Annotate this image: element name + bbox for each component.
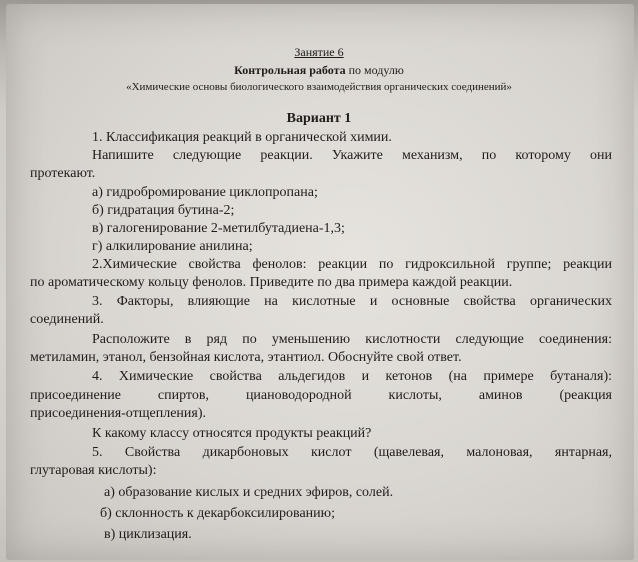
task-3-instruction: Расположите в ряд по уменьшению кислотности следующие соединения: [92, 332, 612, 347]
task-3-heading-end: соединений. [30, 312, 104, 327]
task-5-item-a: а) образование кислых и средних эфиров, солей. [104, 485, 394, 500]
variant-heading: Вариант 1 [286, 111, 352, 126]
task-5-item-b: б) склонность к декарбоксилированию; [100, 506, 336, 521]
task-1-item-c: в) галогенирование 2-метилбутадиена-1,3; [92, 221, 345, 236]
task-3-instruction-end: метиламин, этанол, бензойная кислота, этантиол. Обоснуйте свой ответ. [30, 350, 462, 365]
task-1-heading: 1. Классификация реакций в органической химии. [92, 130, 392, 145]
task-4-heading-end: присоединения-отщепления). [30, 406, 207, 421]
task-1-item-b: б) гидратация бутина-2; [92, 203, 235, 218]
task-2-heading: 2.Химические свойства фенолов: реакции по гидроксильной группе; реакции [92, 257, 612, 272]
task-5-heading: 5. Свойства дикарбоновых кислот (щавелевая, малоновая, янтарная, [92, 445, 612, 460]
lesson-title: Занятие 6 [294, 45, 344, 59]
task-4-heading-cont: присоединение спиртов, циановодородной кислоты, аминов (реакция [30, 388, 612, 403]
work-title-rest: по модулю [345, 63, 404, 77]
module-title: «Химические основы биологического взаимодействия органических соединений» [126, 81, 512, 93]
task-2-heading-end: по ароматическому кольцу фенолов. Приведите по два примера каждой реакции. [30, 275, 513, 290]
work-title [0, 62, 638, 78]
task-3-heading: 3. Факторы, влияющие на кислотные и основные свойства органических [92, 294, 612, 309]
task-5-item-c: в) циклизация. [104, 527, 192, 542]
task-1-item-d: г) алкилирование анилина; [92, 239, 253, 254]
task-4-question: К какому классу относятся продукты реакций? [92, 426, 372, 441]
work-title-bold: Контрольная работа [234, 63, 346, 77]
task-4-heading: 4. Химические свойства альдегидов и кетонов (на примере бутаналя): [92, 369, 612, 384]
task-5-heading-end: глутаровая кислоты): [30, 463, 157, 478]
task-1-instruction: Напишите следующие реакции. Укажите механизм, по которому они [92, 148, 612, 163]
task-1-item-a: а) гидробромирование циклопропана; [92, 185, 318, 200]
task-1-instruction-end: протекают. [30, 166, 96, 181]
